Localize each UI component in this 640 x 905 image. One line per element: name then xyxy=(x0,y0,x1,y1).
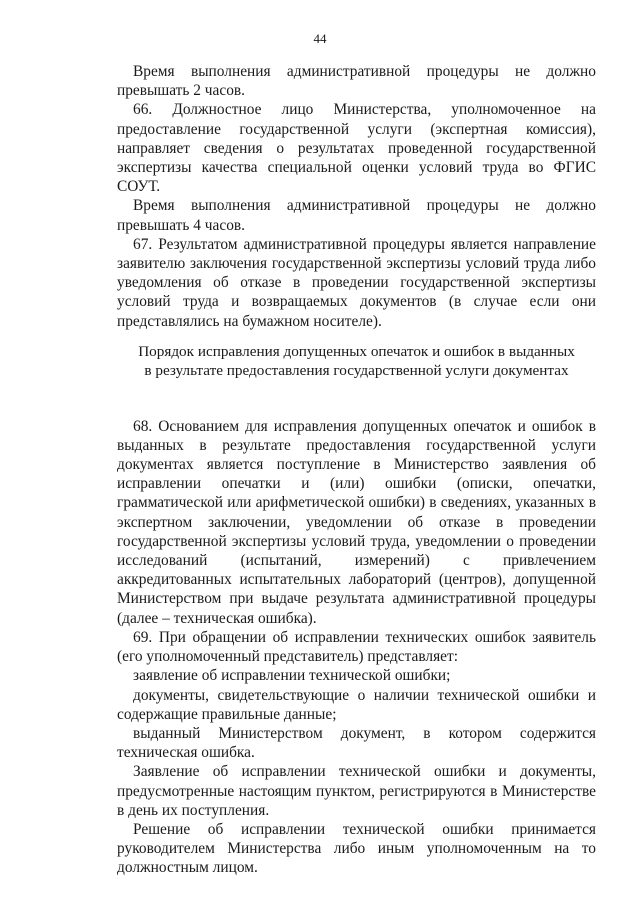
paragraph-66: 66. Должностное лицо Министерства, уполномоченное на предоставление государственной услуги (экспертная комиссия), направляет сведения о результатах проведенной государственной экспертизы качества специальной оценки условий труда во ФГИС СОУТ. xyxy=(117,101,596,196)
heading-spacer xyxy=(117,381,596,417)
list-item-supporting-documents: документы, свидетельствующие о наличии технической ошибки и содержащие правильные данные; xyxy=(117,686,596,723)
paragraph-registration: Заявление об исправлении технической ошибки и документы, предусмотренные настоящим пунктом, регистрируются в Министерстве в день их поступления. xyxy=(117,763,596,819)
paragraph-68: 68. Основанием для исправления допущенных опечаток и ошибок в выданных в результате предоставления государственной услуги документах является поступление в Министерство заявления об исправлении опечатки и (или) ошибки (описки, опечатки, грамматической или арифметической ошибки) в сведениях, указанных в экспертном заключении, уведомлении об отказе в проведении государственной экспертизы условий труда, уведомлении о проведении исследований (испытаний, измерений) с привлечением аккредитованных испытательных лабораторий (центров), допущенной Министерством при выдаче результата административной процедуры (далее – техническая ошибка). xyxy=(117,417,596,627)
section-heading-line-1: Порядок исправления допущенных опечаток и ошибок в выданных xyxy=(138,342,575,360)
page-number: 44 xyxy=(313,31,327,46)
list-item-issued-document: выданный Министерством документ, в котором содержится техническая ошибка. xyxy=(117,724,596,762)
paragraph-decision: Решение об исправлении технической ошибки принимается руководителем Министерства либо иным уполномоченным на то должностным лицом. xyxy=(117,820,596,877)
document-body xyxy=(117,62,596,878)
paragraph-time-limit-2h: Время выполнения административной процедуры не должно превышать 2 часов. xyxy=(117,63,596,100)
section-heading-line-2: в результате предоставления государственной услуги документах xyxy=(144,362,569,380)
paragraph-time-limit-4h: Время выполнения административной процедуры не должно превышать 4 часов. xyxy=(117,197,596,234)
section-heading xyxy=(117,342,596,381)
list-item-application: заявление об исправлении технической ошибки; xyxy=(133,667,451,685)
paragraph-67: 67. Результатом административной процедуры является направление заявителю заключения государственной экспертизы условий труда либо уведомления об отказе в проведении государственной экспертизы условий труда и возвращаемых документов (в случае если они представлялись на бумажном носителе). xyxy=(117,235,596,330)
paragraph-69: 69. При обращении об исправлении технических ошибок заявитель (его уполномоченный представитель) представляет: xyxy=(117,628,596,666)
